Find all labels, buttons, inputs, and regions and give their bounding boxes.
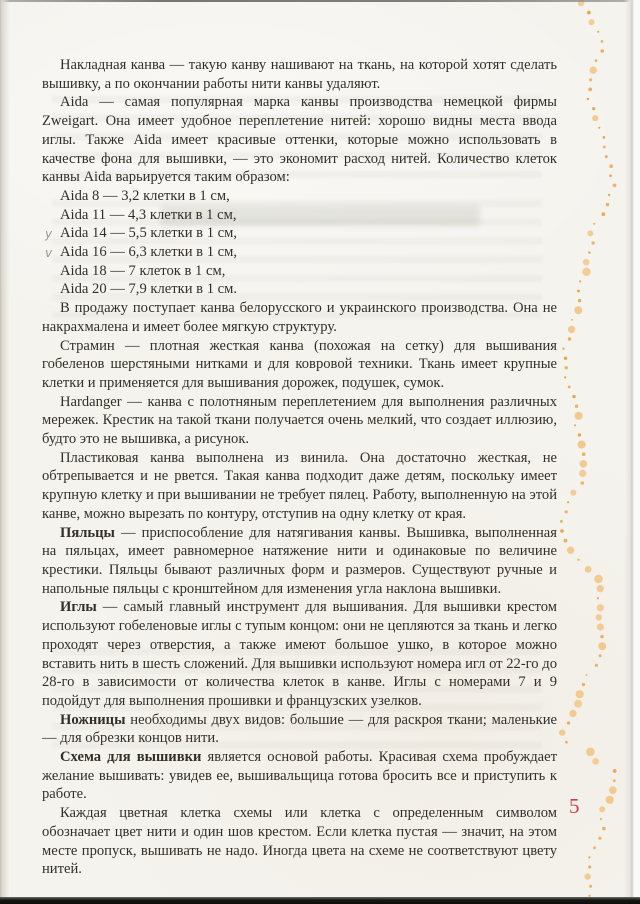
- aida-count-list-item: Aida 20 — 7,9 клетки в 1 см.: [60, 281, 238, 298]
- paragraph: Пяльцы — приспособление для натягивания канвы. Вышивка, выполненная на пяльцах, имеет равномерное натяжение нити и одинаковые по величине крестики. Пяльцы бывают различных форм и размеров. Существуют ручные и напольные пяльцы с кронштейном для изменения угла наклона вышивки.: [42, 524, 557, 597]
- paragraph: В продажу поступает канва белорусского и украинского производства. Она не накрахмалена и имеет более мягкую структуру.: [42, 300, 557, 335]
- text-block: [42, 56, 557, 879]
- aida-count-list-item: Aida 11 — 4,3 клетки в 1 см,: [60, 206, 237, 223]
- term-lead: Ножницы: [60, 711, 126, 728]
- term-lead: Схема для вышивки: [60, 749, 202, 766]
- paragraph: Схема для вышивки является основой работы. Красивая схема пробуждает желание вышивать: увидев ее, вышивальщица готова бросить все и приступить к работе.: [42, 749, 557, 803]
- term-lead: Иглы: [60, 599, 97, 616]
- paragraph: Hardanger — канва с полотняным переплетением для выполнения различных мережек. Крестик на такой ткани получается очень мелкий, что создает иллюзию, будто это не вышивка, а рисунок.: [42, 393, 557, 448]
- pencil-check-mark: v: [45, 246, 53, 261]
- term-lead: Пяльцы: [60, 524, 115, 541]
- scan-bottom-edge: [0, 897, 640, 904]
- aida-count-list-item: v Aida 16 — 6,3 клетки в 1 см,: [42, 243, 557, 262]
- paragraph: Накладная канва — такую канву нашивают на ткань, на которой хотят сделать вышивку, а по окончании работы нити канвы удаляют.: [42, 57, 557, 92]
- aida-count-list-item: y Aida 14 — 5,5 клетки в 1 см,: [42, 224, 557, 243]
- scan-top-edge: [0, 0, 640, 2]
- aida-count-list-item: Aida 18 — 7 клеток в 1 см,: [60, 262, 226, 279]
- page-right-edge: [624, 0, 640, 904]
- aida-count-list-item: Aida 8 — 3,2 клетки в 1 см,: [60, 187, 230, 204]
- paragraph: Ножницы необходимы двух видов: большие — для раскроя ткани; маленькие — для обрезки концов нити.: [42, 711, 557, 747]
- pencil-check-mark: y: [45, 227, 53, 242]
- page-left-edge: [0, 0, 10, 904]
- paragraph: Иглы — самый главный инструмент для вышивания. Для вышивки крестом используют гобеленовые иглы с тупым концом: они не цепляются за ткань и легко проходят через отверстия, а также имеют большое ушко, в которое можно вставить нить в шесть сложений. Для вышивки используют номера игл от 22-го до 28-го в зависимости от количества клеток в канве. Иглы с номерами 7 и 9 подойдут для выполнения прошивки и французских узелков.: [42, 599, 557, 709]
- paragraph: Страмин — плотная жесткая канва (похожая на сетку) для вышивания гобеленов шерстяными нитками и для ковровой техники. Ткань имеет крупные клетки и применяется для вышивания дорожек, подушек, сумок.: [42, 337, 557, 391]
- paragraph: Пластиковая канва выполнена из винила. Она достаточно жесткая, не обтрепывается и не рвется. Такая канва подходит даже детям, поскольку имеет крупную клетку и при вышивании не требует пялец. Работу, выполненную на этой канве, можно вырезать по контуру, отступив на одну клетку от края.: [42, 449, 557, 522]
- page-number: 5: [569, 794, 580, 818]
- paragraph: Aida — самая популярная марка канвы производства немецкой фирмы Zweigart. Она имеет удобное переплетение нитей: хорошо видны места ввода иглы. Также Aida имеет красивые оттенки, которые можно использовать в качестве фона для вышивки, — это экономит расход нитей. Количество клеток канвы Aida варьируется таким образом:: [42, 94, 557, 186]
- paragraph: Каждая цветная клетка схемы или клетка с определенным символом обозначает цвет нити и один шов крестом. Если клетка пустая — значит, на этом месте пропуск, вышивать не надо. Иногда цвета на схеме не соответствуют цвету нитей.: [42, 805, 557, 878]
